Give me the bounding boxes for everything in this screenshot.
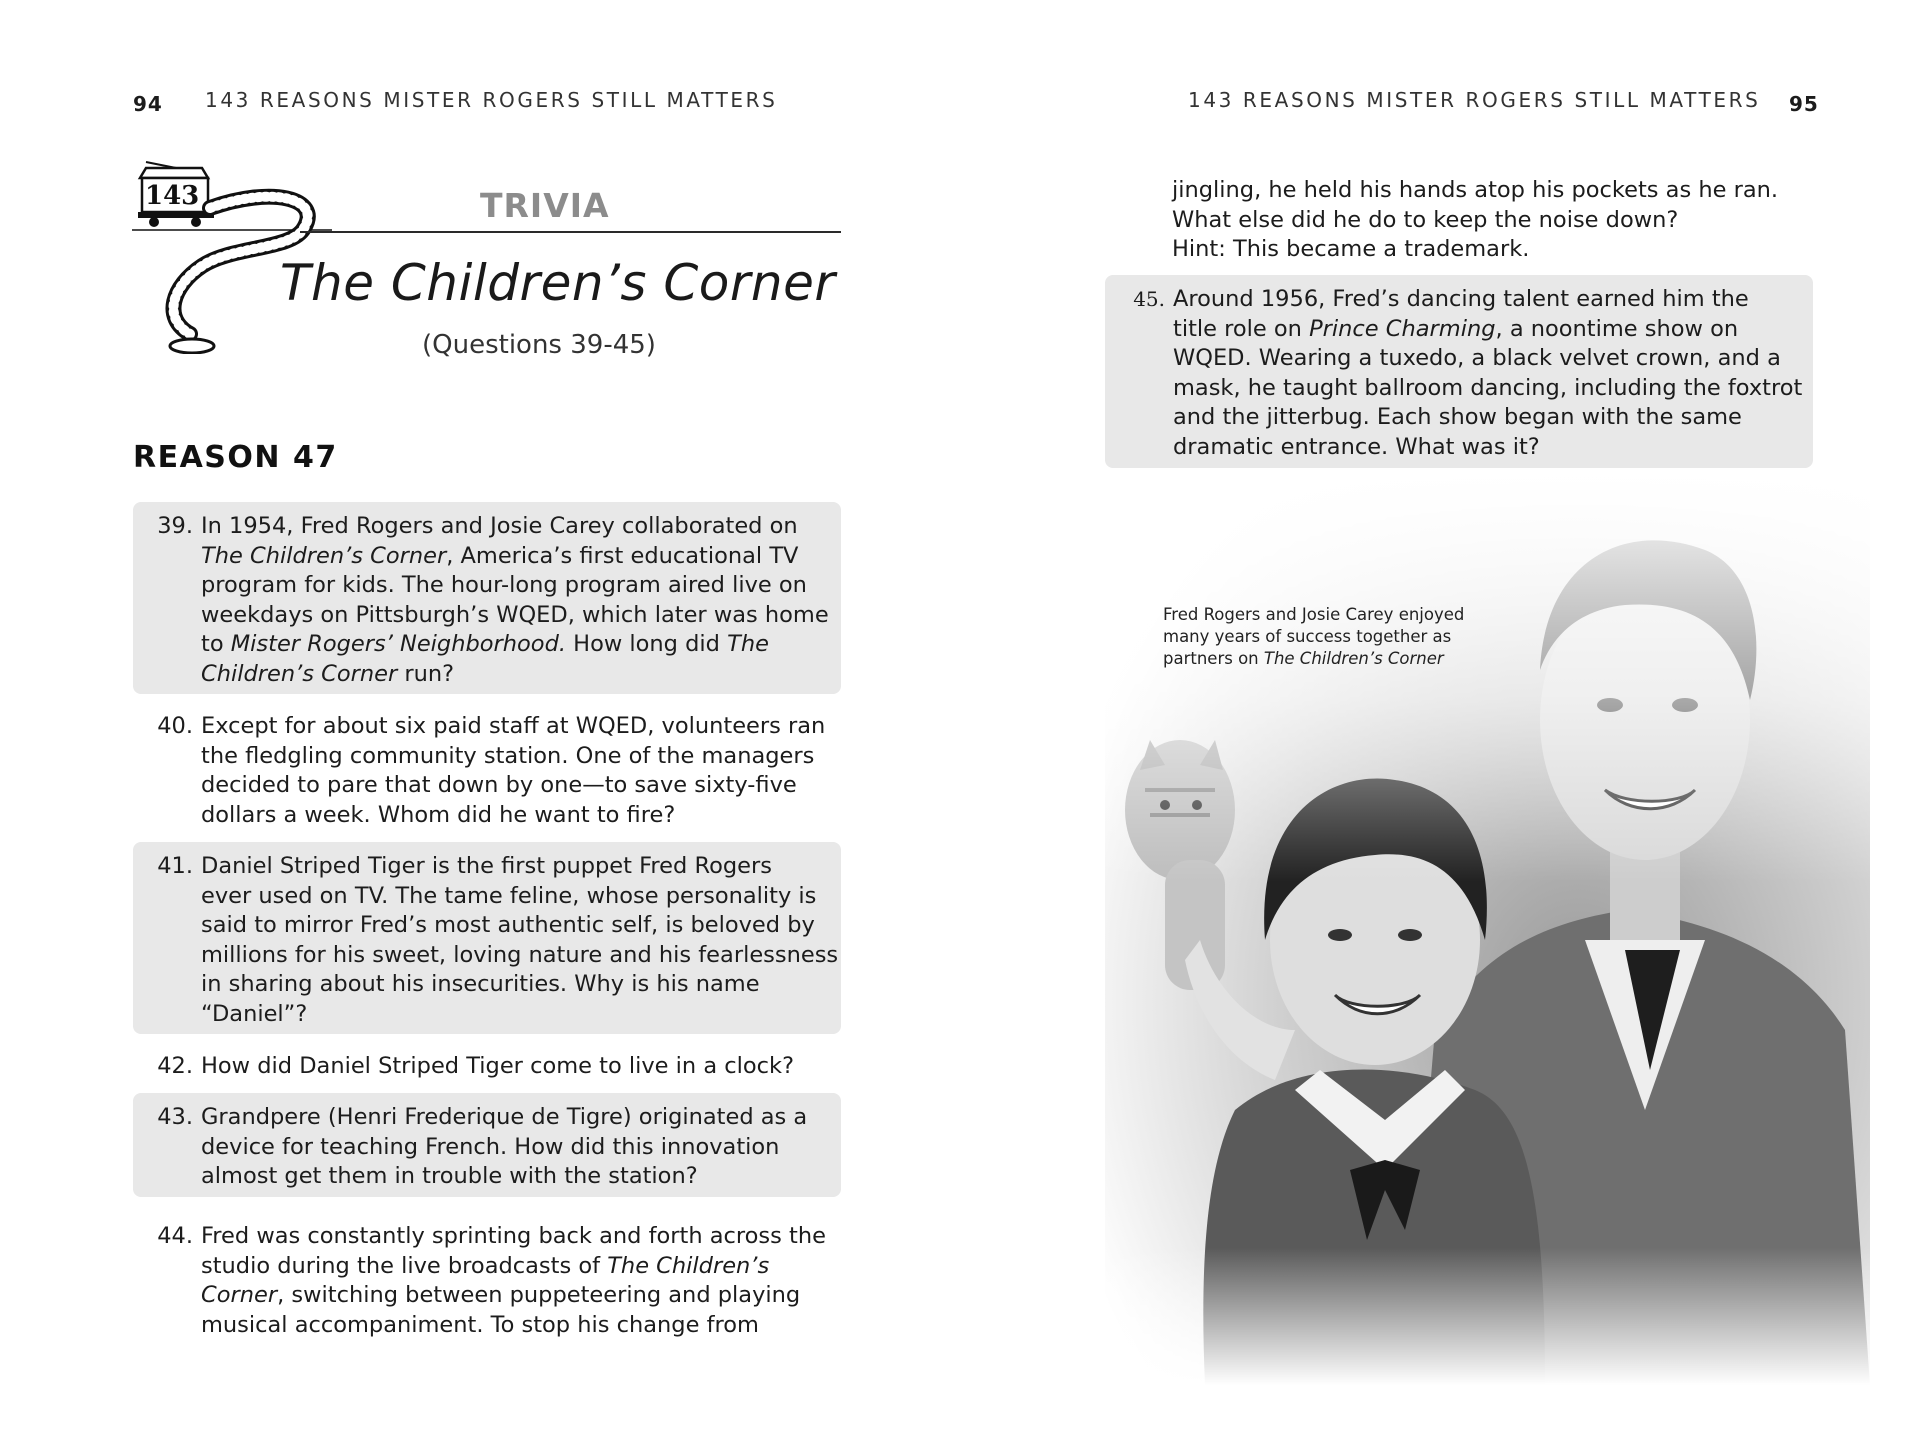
text-line: mask, he taught ballroom dancing, including the foxtrot <box>1173 374 1803 401</box>
question-number: 45. <box>1133 287 1165 311</box>
section-title: The Children’s Corner <box>280 254 836 312</box>
text-line: many years of success together as <box>1163 627 1452 646</box>
text-line: In 1954, Fred Rogers and Josie Carey collaborated on <box>201 513 798 539</box>
text-line: Except for about six paid staff at WQED, volunteers ran <box>201 713 826 739</box>
text-line: jingling, he held his hands atop his pockets as he ran. <box>1172 177 1779 203</box>
text-line: “Daniel”? <box>201 1000 308 1027</box>
question-41 <box>133 842 841 1034</box>
text-line: Fred Rogers and Josie Carey enjoyed <box>1163 605 1465 624</box>
question-45 <box>1105 275 1813 468</box>
text-line: the fledgling community station. One of the managers <box>201 742 815 769</box>
section-subtitle: (Questions 39-45) <box>422 330 656 360</box>
question-text <box>201 1222 841 1340</box>
question-44 <box>133 1212 841 1352</box>
text-line: device for teaching French. How did this innovation <box>201 1133 780 1160</box>
text-line: How did Daniel Striped Tiger come to live in a clock? <box>201 1053 795 1079</box>
question-number: 40. <box>157 713 193 739</box>
question-text <box>201 1103 841 1192</box>
text-line: to Mister Rogers’ Neighborhood. How long did The <box>201 631 769 657</box>
text-line: weekdays on Pittsburgh’s WQED, which later was home <box>201 601 829 628</box>
question-40 <box>133 702 841 842</box>
question-text <box>201 852 841 1029</box>
question-42 <box>133 1042 841 1092</box>
text-line: WQED. Wearing a tuxedo, a black velvet crown, and a <box>1173 345 1781 371</box>
text-line: studio during the live broadcasts of The Children’s <box>201 1252 770 1279</box>
text-line: Corner, switching between puppeteering and playing <box>201 1282 801 1308</box>
text-line: decided to pare that down by one—to save sixty-five <box>201 772 797 798</box>
text-line: title role on Prince Charming, a noontime show on <box>1173 315 1739 342</box>
logo-number: 143 <box>145 181 200 211</box>
text-line: partners on The Children’s Corner <box>1163 649 1444 668</box>
question-number: 39. <box>157 513 193 539</box>
question-text <box>201 712 841 830</box>
text-line: and the jitterbug. Each show began with the same <box>1173 404 1742 430</box>
text-line: Grandpere (Henri Frederique de Tigre) originated as a <box>201 1104 808 1130</box>
text-line: program for kids. The hour-long program aired live on <box>201 572 807 598</box>
question-number: 43. <box>157 1104 193 1130</box>
photo-caption <box>1163 604 1464 670</box>
text-line: almost get them in trouble with the station? <box>201 1163 698 1189</box>
title-rule <box>300 231 841 233</box>
question-text <box>201 512 841 689</box>
question-number: 44. <box>157 1223 193 1249</box>
trivia-label: TRIVIA <box>480 186 610 225</box>
text-line: musical accompaniment. To stop his change from <box>201 1311 759 1338</box>
text-line: dollars a week. Whom did he want to fire? <box>201 801 676 828</box>
text-line: Around 1956, Fred’s dancing talent earned him the <box>1173 286 1749 312</box>
text-line: Hint: This became a trademark. <box>1172 236 1530 262</box>
question-text <box>1173 285 1813 462</box>
right-running-head: 143 REASONS MISTER ROGERS STILL MATTERS <box>1188 88 1761 112</box>
question-number: 41. <box>157 853 193 879</box>
question-43 <box>133 1093 841 1197</box>
text-line: Children’s Corner run? <box>201 660 455 687</box>
text-line: dramatic entrance. What was it? <box>1173 433 1540 460</box>
text-line: What else did he do to keep the noise down? <box>1172 206 1679 233</box>
text-line: ever used on TV. The tame feline, whose personality is <box>201 882 817 909</box>
text-line: The Children’s Corner, America’s first educational TV <box>201 542 799 569</box>
left-running-head: 143 REASONS MISTER ROGERS STILL MATTERS <box>205 88 778 112</box>
text-line: said to mirror Fred’s most authentic self, is beloved by <box>201 912 815 938</box>
text-line: millions for his sweet, loving nature and his fearlessness <box>201 941 839 968</box>
text-line: Daniel Striped Tiger is the first puppet Fred Rogers <box>201 853 772 879</box>
question-number: 42. <box>157 1053 193 1079</box>
text-line: Fred was constantly sprinting back and forth across the <box>201 1223 826 1249</box>
text-line: in sharing about his insecurities. Why is his name <box>201 971 760 997</box>
question-39 <box>133 502 841 694</box>
left-folio: 94 <box>133 92 163 116</box>
question-text <box>201 1052 841 1082</box>
reason-heading: REASON 47 <box>133 440 338 475</box>
question-44-continued <box>1172 176 1812 265</box>
right-folio: 95 <box>1789 92 1819 116</box>
